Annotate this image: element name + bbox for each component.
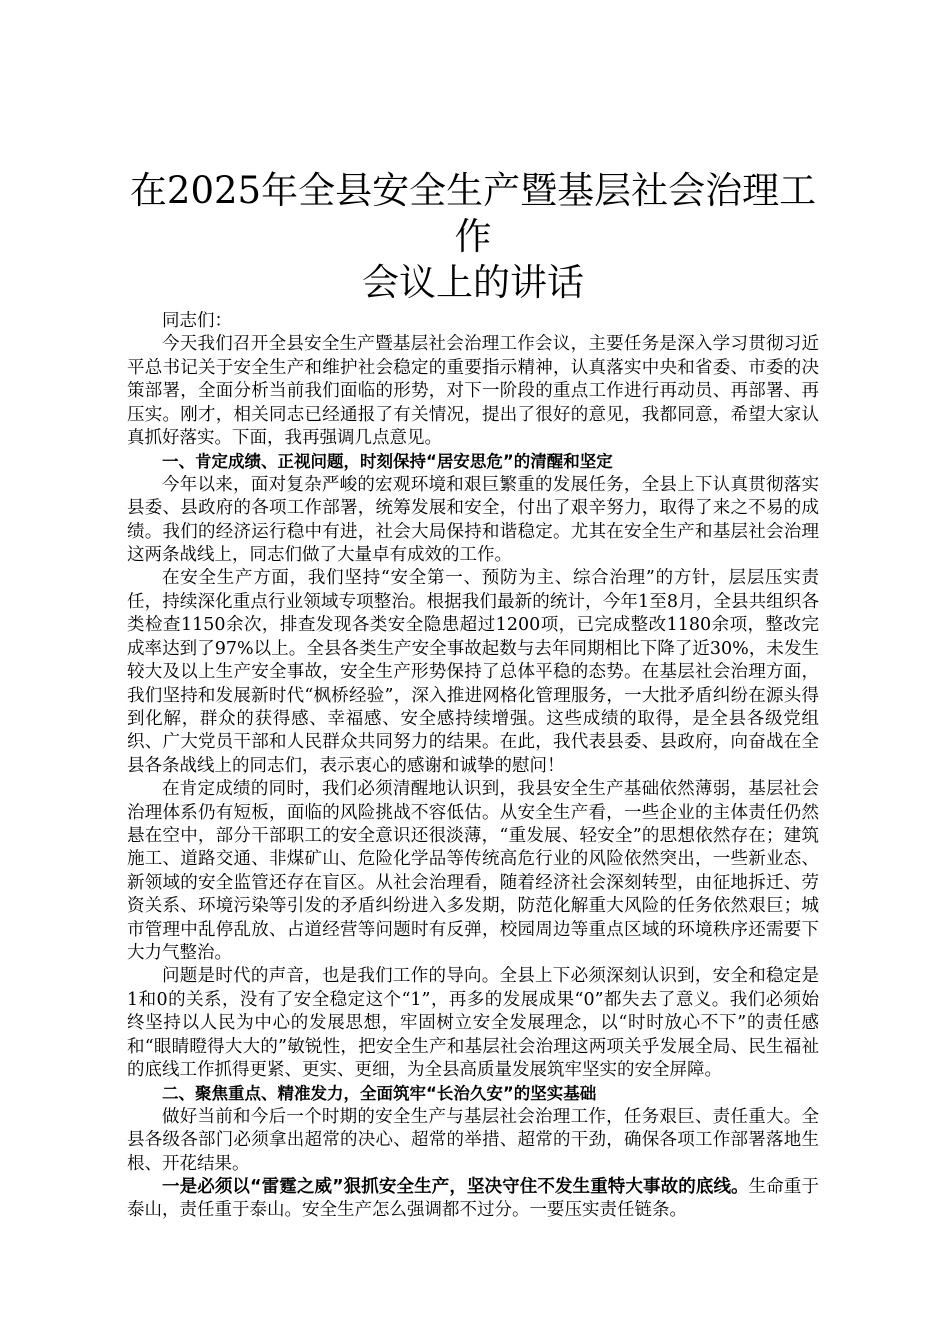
document-page (127, 168, 819, 1223)
section-heading-1: 一、肯定成绩、正视问题，时刻保持“居安思危”的清醒和坚定 (162, 452, 613, 472)
paragraph-problems: 在肯定成绩的同时，我们必须清醒地认识到，我县安全生产基础依然薄弱，基层社会治理体系仍有短板，面临的风险挑战不容低估。从安全生产看，一些企业的主体责任仍然悬在空中，部分干部职工的安全意识还很淡薄，“重发展、轻安全”的思想依然存在；建筑施工、道路交通、非煤矿山、危险化学品等传统高危行业的风险依然突出，一些新业态、新领域的安全监管还存在盲区。从社会治理看，随着经济社会深刻转型，由征地拆迁、劳资关系、环境污染等引发的矛盾纠纷进入多发期，防范化解重大风险的任务依然艰巨；城市管理中乱停乱放、占道经营等问题时有反弹，校园周边等重点区域的环境秩序还需要下大力气整治。 (127, 779, 819, 963)
paragraph-safety-production: 在安全生产方面，我们坚持“安全第一、预防为主、综合治理”的方针，层层压实责任，持续深化重点行业领域专项整治。根据我们最新的统计，今年1至8月，全县共组织各类检查1150余次，排查发现各类安全隐患超过1200项，已完成整改1180余项，整改完成率达到了97%以上。全县各类生产安全事故起数与去年同期相比下降了近30%，未发生较大及以上生产安全事故，安全生产形势保持了总体平稳的态势。在基层社会治理方面，我们坚持和发展新时代“枫桥经验”，深入推进网格化管理服务，一大批矛盾纠纷在源头得到化解，群众的获得感、幸福感、安全感持续增强。这些成绩的取得，是全县各级党组织、广大党员干部和人民群众共同努力的结果。在此，我代表县委、县政府，向奋战在全县各条战线上的同志们，表示衷心的感谢和诚挚的慰问！ (127, 568, 819, 776)
paragraph-tasks: 做好当前和今后一个时期的安全生产与基层社会治理工作，任务艰巨、责任重大。全县各级各部门必须拿出超常的决心、超常的举措、超常的干劲，确保各项工作部署落地生根、开花结果。 (127, 1106, 819, 1174)
section-heading-2: 二、聚焦重点、精准发力，全面筑牢“长治久安”的坚实基础 (162, 1084, 597, 1104)
point-one-body: 生命重于泰山，责任重于泰山。安全生产怎么强调都不过分。一要压实责任链条。 (127, 1177, 819, 1221)
paragraph-guidance: 问题是时代的声音，也是我们工作的导向。全县上下必须深刻认识到，安全和稳定是1和0的关系，没有了安全稳定这个“1”，再多的发展成果“0”都失去了意义。我们必须始终坚持以人民为中心的发展思想，牢固树立安全发展理念，以“时时放心不下”的责任感和“眼睛瞪得大大的”敏锐性，把安全生产和基层社会治理这两项关乎发展全局、民生福祉的底线工作抓得更紧、更实、更细，为全县高质量发展筑牢坚实的安全屏障。 (127, 966, 819, 1080)
paragraph-achievements: 今年以来，面对复杂严峻的宏观环境和艰巨繁重的发展任务，全县上下认真贯彻落实县委、县政府的各项工作部署，统筹发展和安全，付出了艰辛努力，取得了来之不易的成绩。我们的经济运行稳中有进，社会大局保持和谐稳定。尤其在安全生产和基层社会治理这两条战线上，同志们做了大量卓有成效的工作。 (127, 474, 819, 566)
salutation: 同志们： (162, 311, 232, 331)
title-line-1: 在2025年全县安全生产暨基层社会治理工作 (129, 169, 817, 258)
paragraph-point-one (127, 1176, 819, 1223)
point-one-lead: 一是必须以“雷霆之威”狠抓安全生产，坚决守住不发生重特大事故的底线。 (162, 1177, 749, 1198)
document-title (127, 168, 819, 306)
intro-paragraph: 今天我们召开全县安全生产暨基层社会治理工作会议，主要任务是深入学习贯彻习近平总书记关于安全生产和维护社会稳定的重要指示精神，认真落实中央和省委、市委的决策部署，全面分析当前我们面临的形势，对下一阶段的重点工作进行再动员、再部署、再压实。刚才，相关同志已经通报了有关情况，提出了很好的意见，我都同意，希望大家认真抓好落实。下面，我再强调几点意见。 (127, 334, 819, 449)
title-line-2: 会议上的讲话 (362, 261, 584, 304)
